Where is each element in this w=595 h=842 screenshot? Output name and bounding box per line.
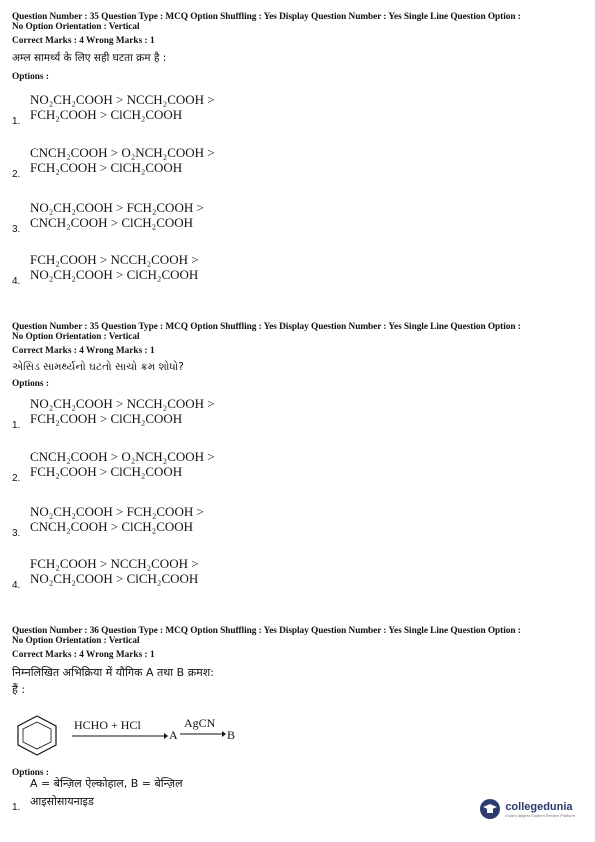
question-header-line2: No Option Orientation : Vertical: [12, 332, 140, 342]
options-label: Options :: [12, 379, 49, 389]
reaction-arrow-2: [180, 731, 226, 737]
benzene-ring-icon: [14, 714, 60, 756]
marks-line: Correct Marks : 4 Wrong Marks : 1: [12, 36, 155, 46]
question-stem: अम्ल सामर्थ्य के लिए सही घटता क्रम है :: [12, 52, 167, 64]
option-text-line1: A = बेन्ज़िल ऐल्कोहाल, B = बेन्ज़िल: [30, 777, 183, 790]
question-block-2: [12, 322, 587, 389]
question-block-1: [12, 12, 587, 82]
product-a: A: [169, 728, 178, 742]
question-stem: એસિડ સામર્થ્યનો ઘટતો સાચો ક્રમ શોધો?: [12, 361, 184, 373]
options-list-1: NO₂CH₂COOH > NCCH₂COOH > FCH₂COOH > ClCH₂COOH 1. CNCH₂COOH > O₂NCH₂COOH > FCH₂COOH > ClCH₂COOH 2. NO₂CH₂COOH > FCH₂COOH > CNCH₂COOH > ClCH₂COOH 3. FCH₂COOH > NCCH₂COOH > NO₂CH₂COOH > ClCH₂COOH 4.: [12, 92, 215, 287]
marks-line: Correct Marks : 4 Wrong Marks : 1: [12, 346, 155, 356]
logo-tagline: India's largest Student Review Platform: [505, 812, 575, 818]
option-text-line2: आइसोसायनाइड: [30, 795, 94, 808]
question-header: Question Number : 36 Question Type : MCQ Option Shuffling : Yes Display Question Number : Yes Single Line Question Option :: [12, 626, 521, 636]
options-list-2: NO₂CH₂COOH > NCCH₂COOH > FCH₂COOH > ClCH₂COOH 1. CNCH₂COOH > O₂NCH₂COOH > FCH₂COOH > ClCH₂COOH 2. NO₂CH₂COOH > FCH₂COOH > CNCH₂COOH > ClCH₂COOH 3. FCH₂COOH > NCCH₂COOH > NO₂CH₂COOH > ClCH₂COOH 4.: [12, 396, 215, 591]
reagent-1: HCHO + HCl: [74, 718, 141, 732]
logo-name: collegedunia: [505, 800, 573, 813]
product-b: B: [227, 728, 236, 742]
options-label: Options :: [12, 768, 49, 778]
question-stem-line2: हैं :: [12, 683, 26, 696]
reaction-scheme: [14, 712, 274, 758]
reaction-arrow-1: [72, 733, 168, 739]
question-stem: निम्नलिखित अभिक्रिया में यौगिक A तथा B क्रमश:: [12, 666, 214, 679]
graduation-cap-icon: [479, 798, 501, 820]
reagent-2: AgCN: [184, 716, 216, 730]
question-header-line2: No Option Orientation : Vertical: [12, 22, 140, 32]
options-label: Options :: [12, 72, 49, 82]
option-number: 1.: [12, 802, 21, 813]
collegedunia-logo: [479, 798, 575, 820]
question-block-3: [12, 626, 587, 697]
option-1[interactable]: [12, 776, 312, 820]
marks-line: Correct Marks : 4 Wrong Marks : 1: [12, 650, 155, 660]
question-header: Question Number : 35 Question Type : MCQ Option Shuffling : Yes Display Question Number : Yes Single Line Question Option :: [12, 12, 521, 22]
question-header-line2: No Option Orientation : Vertical: [12, 636, 140, 646]
question-header: Question Number : 35 Question Type : MCQ Option Shuffling : Yes Display Question Number : Yes Single Line Question Option :: [12, 322, 521, 332]
